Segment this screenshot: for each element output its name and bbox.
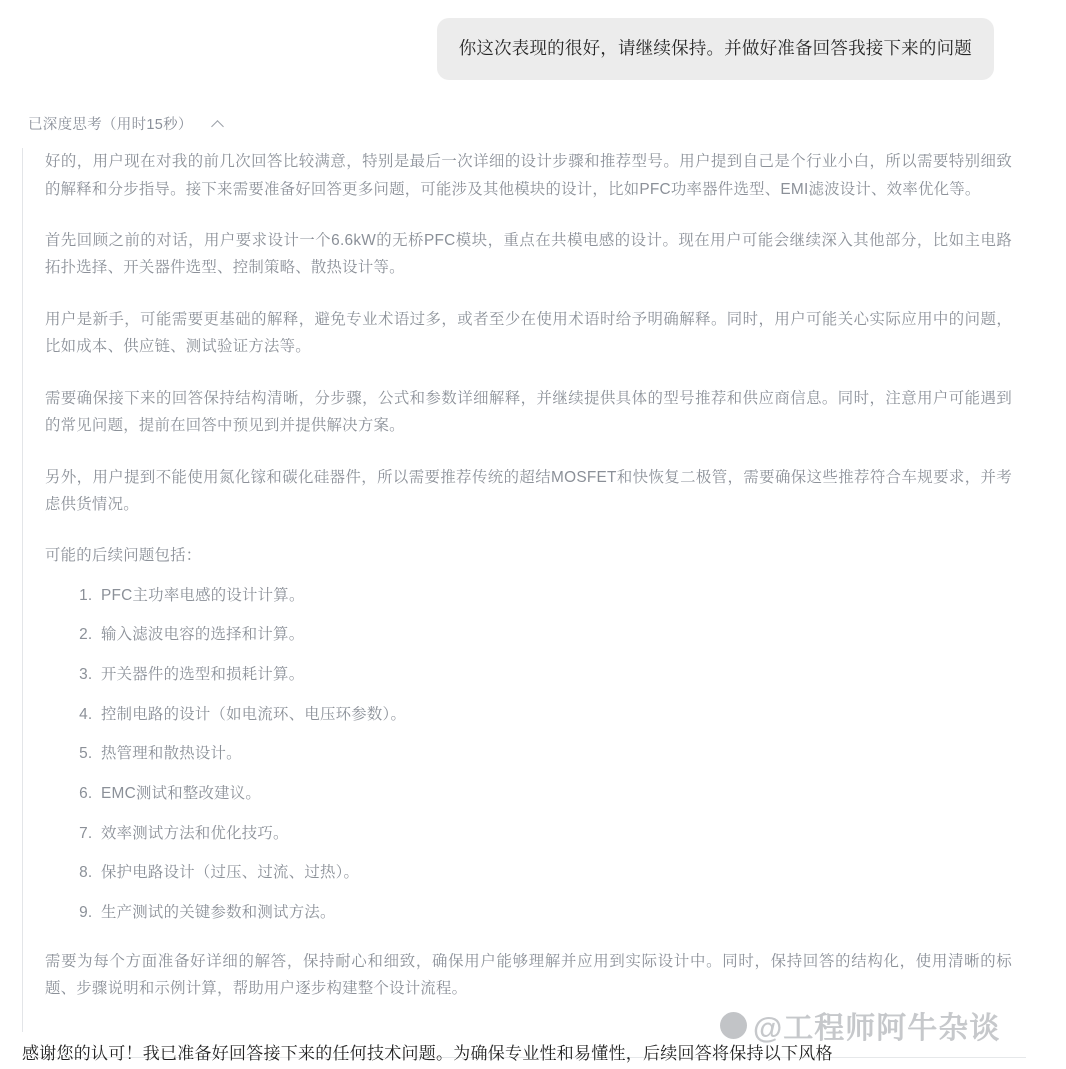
list-item: 6. EMC测试和整改建议。 — [97, 782, 1012, 807]
thinking-paragraph: 用户是新手，可能需要更基础的解释，避免专业术语过多，或者至少在使用术语时给予明确解释。同时，用户可能关心实际应用中的问题，比如成本、供应链、测试验证方法等。 — [45, 310, 1012, 356]
list-item: 1. PFC主功率电感的设计计算。 — [97, 584, 1012, 609]
thinking-paragraph: 好的，用户现在对我的前几次回答比较满意，特别是最后一次详细的设计步骤和推荐型号。用户提到自己是个行业小白，所以需要特别细致的解释和分步指导。接下来需要准备好回答更多问题，可能涉及其他模块的设计，比如PFC功率器件选型、EMI滤波设计、效率优化等。 — [45, 153, 1012, 198]
user-message-row — [0, 0, 1066, 80]
assistant-answer-text: 感谢您的认可！我已准备好回答接下来的任何技术问题。为确保专业性和易懂性，后续回答将保持以下风格 — [22, 1044, 833, 1064]
watermark-text: @工程师阿牛杂谈 — [753, 1012, 1001, 1045]
list-item: 7. 效率测试方法和优化技巧。 — [97, 822, 1012, 847]
thinking-ordered-list — [45, 584, 1012, 926]
thinking-paragraph: 另外，用户提到不能使用氮化镓和碳化硅器件，所以需要推荐传统的超结MOSFET和快恢复二极管，需要确保这些推荐符合车规要求，并考虑供货情况。 — [45, 468, 1012, 513]
user-message-bubble[interactable]: 你这次表现的很好，请继续保持。并做好准备回答我接下来的问题 — [437, 18, 994, 80]
thinking-toggle-header[interactable] — [28, 113, 1066, 134]
thinking-header-label: 已深度思考（用时15秒） — [28, 117, 193, 134]
chevron-up-icon[interactable] — [211, 117, 225, 131]
thinking-paragraph: 首先回顾之前的对话，用户要求设计一个6.6kW的无桥PFC模块，重点在共模电感的设计。现在用户可能会继续深入其他部分，比如主电路拓扑选择、开关器件选型、控制策略、散热设计等。 — [45, 231, 1012, 277]
list-item: 5. 热管理和散热设计。 — [97, 742, 1012, 767]
list-item: 3. 开关器件的选型和损耗计算。 — [97, 663, 1012, 688]
list-item: 4. 控制电路的设计（如电流环、电压环参数）。 — [97, 703, 1012, 728]
thinking-closing-paragraph: 需要为每个方面准备好详细的解答，保持耐心和细致，确保用户能够理解并应用到实际设计中。同时，保持回答的结构化，使用清晰的标题、步骤说明和示例计算，帮助用户逐步构建整个设计流程。 — [45, 952, 1012, 997]
thinking-list-intro: 可能的后续问题包括： — [45, 547, 202, 565]
thinking-paragraph: 需要确保接下来的回答保持结构清晰，分步骤，公式和参数详细解释，并继续提供具体的型号推荐和供应商信息。同时，注意用户可能遇到的常见问题，提前在回答中预见到并提供解决方案。 — [45, 389, 1012, 435]
thinking-content — [22, 148, 1012, 1032]
list-item: 2. 输入滤波电容的选择和计算。 — [97, 623, 1012, 648]
list-item: 9. 生产测试的关键参数和测试方法。 — [97, 901, 1012, 926]
list-item: 8. 保护电路设计（过压、过流、过热）。 — [97, 861, 1012, 886]
